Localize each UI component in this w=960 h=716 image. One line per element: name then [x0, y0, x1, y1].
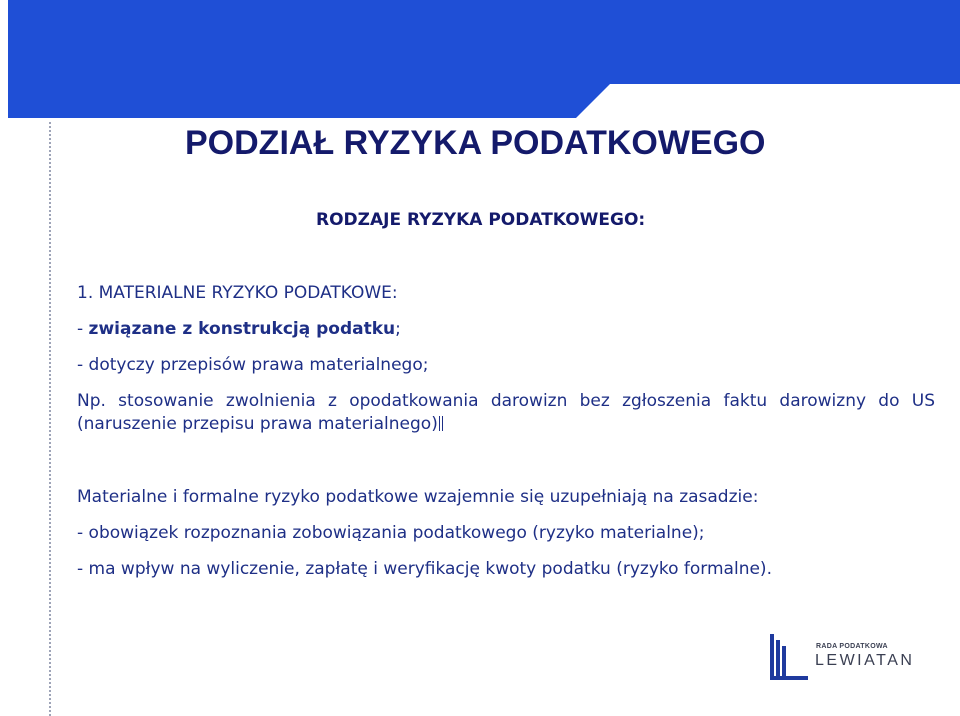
example-text: Np. stosowanie zwolnienia z opodatkowania darowizn bez zgłoszenia faktu darowizny do US (naruszenie przepisu prawa materialnego) — [77, 391, 935, 434]
point-material-risk: - obowiązek rozpoznania zobowiązania podatkowego (ryzyko materialne); — [77, 523, 705, 543]
bullet-construction — [77, 319, 401, 339]
slide-title: PODZIAŁ RYZYKA PODATKOWEGO — [185, 124, 766, 162]
dotted-divider — [49, 122, 51, 716]
heading-material-risk: 1. MATERIALNE RYZYKO PODATKOWE: — [77, 283, 398, 303]
example-paragraph — [77, 390, 935, 436]
bullet-material-law: - dotyczy przepisów prawa materialnego; — [77, 355, 429, 375]
point-formal-risk: - ma wpływ na wyliczenie, zapłatę i weryfikację kwoty podatku (ryzyko formalne). — [77, 559, 772, 579]
bullet-bold-text: związane z konstrukcją podatku — [88, 319, 396, 339]
section-subtitle: RODZAJE RYZYKA PODATKOWEGO: — [316, 210, 646, 230]
header-band — [8, 0, 960, 118]
logo-name: LEWIATAN — [815, 652, 915, 669]
lewiatan-logo — [768, 632, 918, 684]
bullet-suffix: ; — [395, 319, 401, 339]
bullet-prefix: - — [77, 319, 89, 339]
summary-line: Materialne i formalne ryzyko podatkowe wzajemnie się uzupełniają na zasadzie: — [77, 487, 759, 507]
lewiatan-logo-mark — [768, 632, 812, 684]
logo-tagline: RADA PODATKOWA — [816, 643, 888, 650]
text-cursor-marker — [439, 416, 443, 431]
